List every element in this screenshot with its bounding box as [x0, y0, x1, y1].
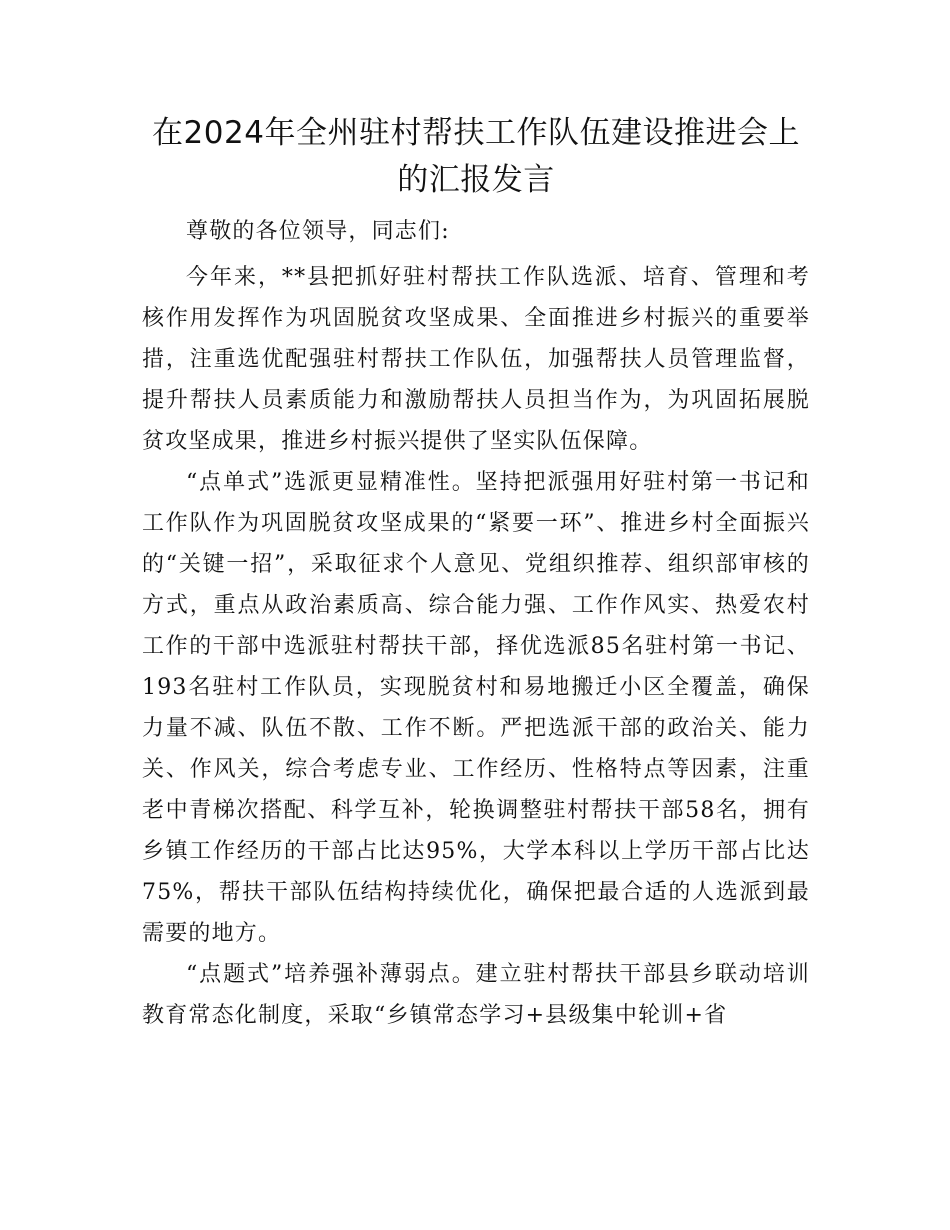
title-line-1: 在2024年全州驻村帮扶工作队伍建设推进会上	[152, 115, 800, 151]
document-title	[142, 110, 810, 204]
document-page	[142, 110, 810, 1036]
paragraph-intro: 今年来，**县把抓好驻村帮扶工作队选派、培育、管理和考核作用发挥作为巩固脱贫攻坚成果、全面推进乡村振兴的重要举措，注重选优配强驻村帮扶工作队伍，加强帮扶人员管理监督，提升帮扶人员素质能力和激励帮扶人员担当作为，为巩固拓展脱贫攻坚成果，推进乡村振兴提供了坚实队伍保障。	[142, 265, 810, 454]
paragraph-training: “点题式”培养强补薄弱点。建立驻村帮扶干部县乡联动培训教育常态化制度，采取“乡镇常态学习+县级集中轮训+省	[142, 962, 810, 1028]
title-line-2: 的汇报发言	[397, 162, 555, 198]
salutation: 尊敬的各位领导，同志们:	[186, 219, 450, 244]
paragraph-selection: “点单式”选派更显精准性。坚持把派强用好驻村第一书记和工作队作为巩固脱贫攻坚成果的“紧要一环”、推进乡村全面振兴的“关键一招”，采取征求个人意见、党组织推荐、组织部审核的方式，重点从政治素质高、综合能力强、工作作风实、热爱农村工作的干部中选派驻村帮扶干部，择优选派85名驻村第一书记、193名驻村工作队员，实现脱贫村和易地搬迁小区全覆盖，确保力量不减、队伍不散、工作不断。严把选派干部的政治关、能力关、作风关，综合考虑专业、工作经历、性格特点等因素，注重老中青梯次搭配、科学互补，轮换调整驻村帮扶干部58名，拥有乡镇工作经历的干部占比达95%，大学本科以上学历干部占比达75%，帮扶干部队伍结构持续优化，确保把最合适的人选派到最需要的地方。	[142, 470, 810, 946]
document-body	[142, 211, 810, 1036]
